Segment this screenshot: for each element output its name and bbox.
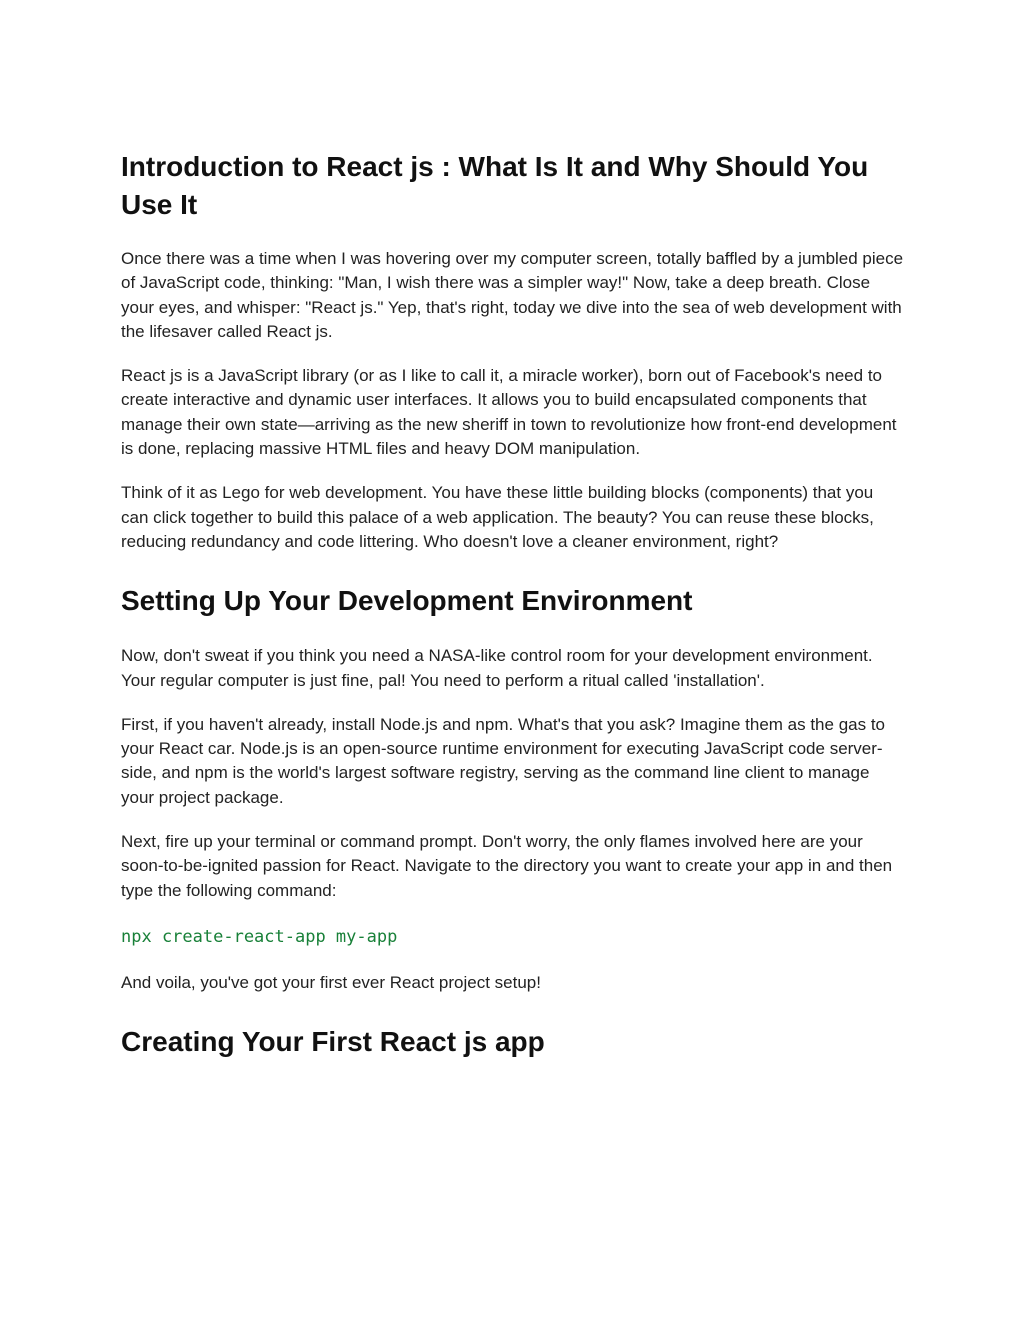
setup-paragraph-after-code: And voila, you've got your first ever React project setup! <box>121 972 541 992</box>
section-heading-first-app: Creating Your First React js app <box>121 1026 545 1058</box>
intro-paragraph-2: React js is a JavaScript library (or as I like to call it, a miracle worker), born out of Facebook's need to create interactive and dynamic user interfaces. It allows you to build encapsulated components that manage their own state—arriving as the new sheriff in town to revolutionize how front-end development is done, replacing massive HTML files and heavy DOM manipulation. <box>121 366 897 459</box>
intro-paragraph-3: Think of it as Lego for web development. You have these little building blocks (components) that you can click together to build this palace of a web application. The beauty? You can reuse these blocks, reducing redundancy and code littering. Who doesn't love a cleaner environment, right? <box>121 483 874 551</box>
setup-paragraph-2: First, if you haven't already, install Node.js and npm. What's that you ask? Imagine them as the gas to your React car. Node.js is an open-source runtime environment for executing JavaScript code server-side, and npm is the world's largest software registry, serving as the command line client to manage your project package. <box>121 714 886 807</box>
document-title: Introduction to React js : What Is It and Why Should You Use It <box>121 151 869 220</box>
document-page <box>121 148 905 1059</box>
setup-paragraph-1: Now, don't sweat if you think you need a NASA-like control room for your development environment. Your regular computer is just fine, pal! You need to perform a ritual called 'installation'. <box>121 646 873 690</box>
section-heading-setup: Setting Up Your Development Environment <box>121 585 693 617</box>
code-snippet: npx create-react-app my-app <box>121 926 398 947</box>
setup-paragraph-3: Next, fire up your terminal or command prompt. Don't worry, the only flames involved here are your soon-to-be-ignited passion for React. Navigate to the directory you want to create your app in and then type the following command: <box>121 832 893 900</box>
intro-paragraph-1: Once there was a time when I was hovering over my computer screen, totally baffled by a jumbled piece of JavaScript code, thinking: "Man, I wish there was a simpler way!" Now, take a deep breath. Close your eyes, and whisper: "React js." Yep, that's right, today we dive into the sea of web development with the lifesaver called React js. <box>121 249 904 341</box>
